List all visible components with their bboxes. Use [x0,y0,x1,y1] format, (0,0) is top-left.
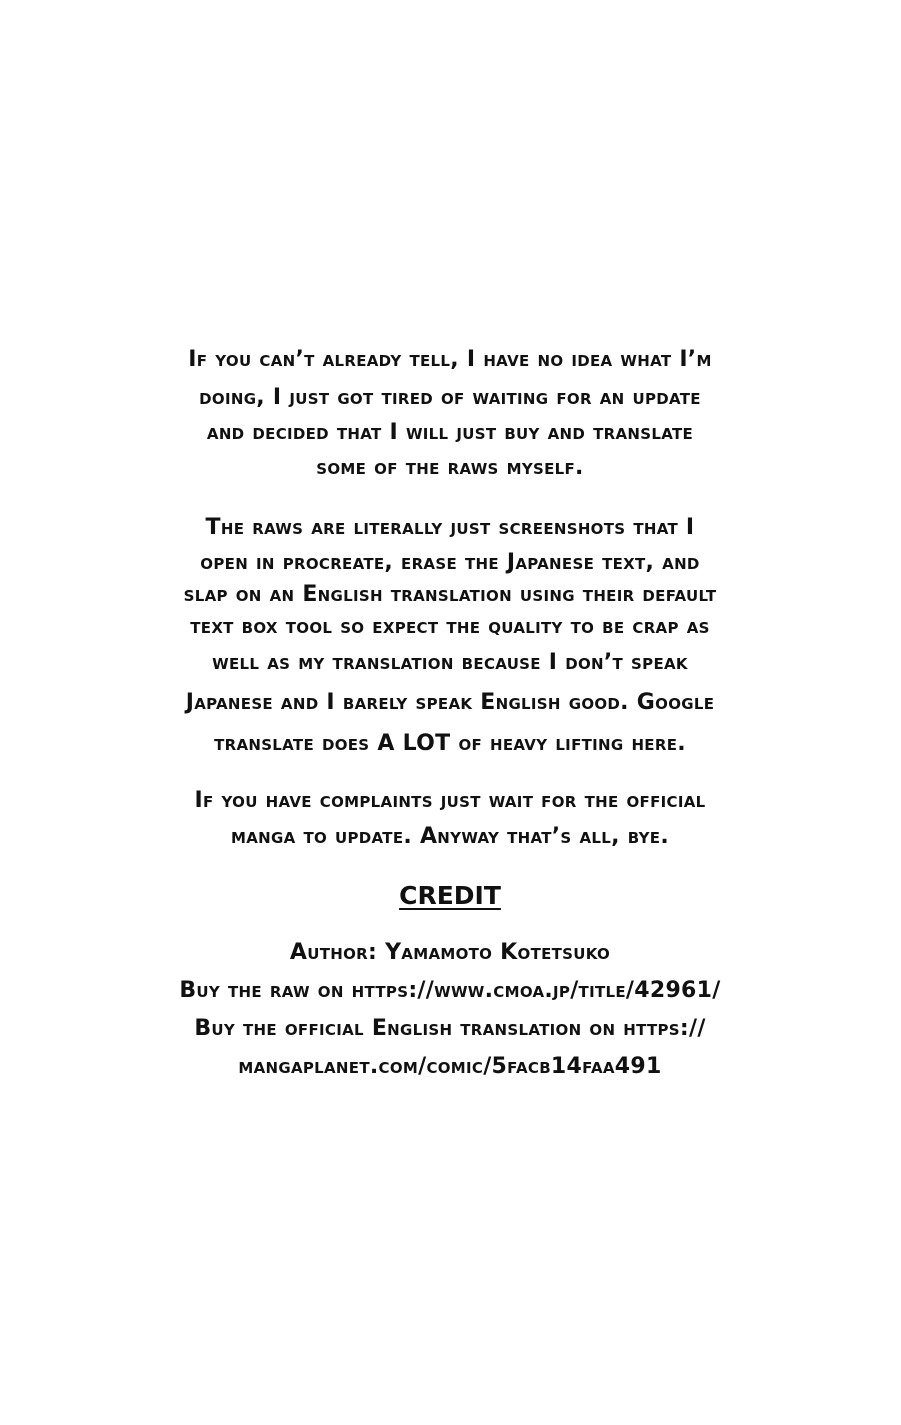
text-line: translate does A LOT of heavy lifting here. [214,731,686,756]
credit-heading: CREDIT [399,881,501,910]
text-line: open in procreate, erase the Japanese text, and [200,550,700,575]
text-line: If you can’t already tell, I have no idea what I’m [188,347,712,372]
text-line: The raws are literally just screenshots that I [205,515,695,540]
text-line: some of the raws myself. [316,455,584,480]
translation-link-line: Buy the official English translation on https:// [194,1016,706,1041]
closing-paragraph [150,783,750,855]
text-line: and decided that I will just buy and translate [206,420,694,445]
text-line: text box tool so expect the quality to be crap as [190,614,710,639]
raw-link-line: Buy the raw on https://www.cmoa.jp/title/42961/ [179,978,721,1003]
text-line: If you have complaints just wait for the official [194,788,706,813]
text-line: well as my translation because I don’t speak [212,650,688,675]
process-paragraph [150,510,750,764]
text-line: manga to update. Anyway that’s all, bye. [231,824,669,849]
text-line: doing, I just got tired of waiting for an update [199,385,701,410]
credit-section [150,876,750,1086]
translation-link-line-cont: mangaplanet.com/comic/5facb14faa491 [238,1054,662,1079]
intro-paragraph [150,340,750,485]
text-line: slap on an English translation using their default [183,582,717,607]
author-line: Author: Yamamoto Kotetsuko [289,940,611,965]
text-line: Japanese and I barely speak English good. Google [185,690,715,715]
